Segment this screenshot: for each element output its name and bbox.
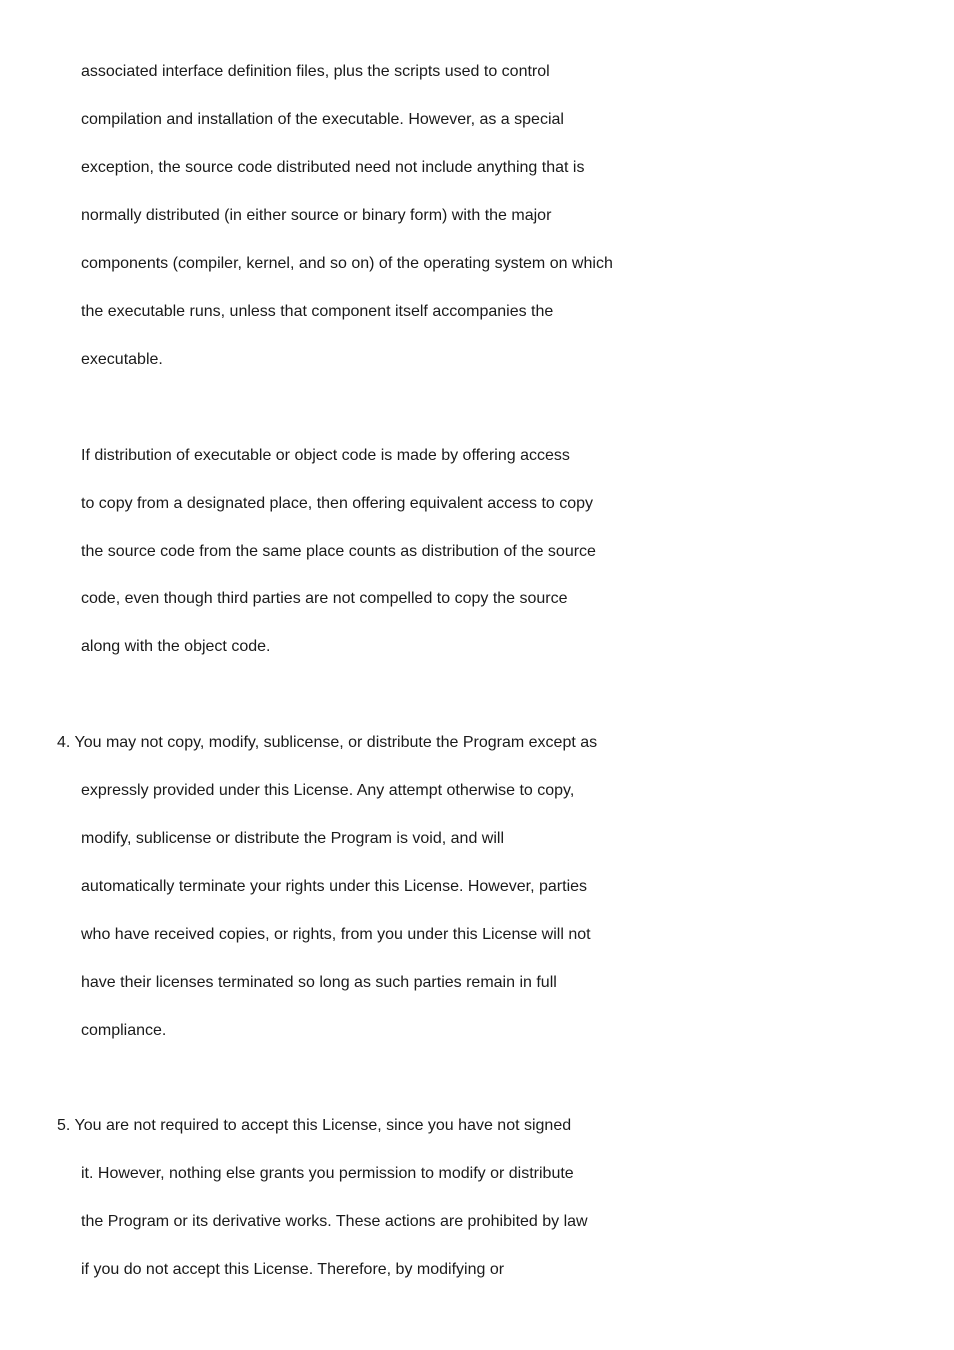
text-line: modify, sublicense or distribute the Program is void, and will [81,830,504,847]
text-line: the source code from the same place counts as distribution of the source [81,543,596,560]
text-line: to copy from a designated place, then offering equivalent access to copy [81,495,594,512]
section-heading-line: 4. You may not copy, modify, sublicense, or distribute the Program except as [57,734,598,751]
section-heading-line: 5. You are not required to accept this License, since you have not signed [57,1117,572,1134]
text-line: the executable runs, unless that component itself accompanies the [81,303,554,320]
text-line: If distribution of executable or object code is made by offering access [81,447,570,464]
text-line: associated interface definition files, plus the scripts used to control [81,63,550,80]
text-line: code, even though third parties are not compelled to copy the source [81,590,568,607]
text-line: executable. [81,351,163,368]
text-line: it. However, nothing else grants you permission to modify or distribute [81,1165,574,1182]
text-line: expressly provided under this License. Any attempt otherwise to copy, [81,782,575,799]
text-line: if you do not accept this License. Therefore, by modifying or [81,1261,505,1278]
text-line: exception, the source code distributed need not include anything that is [81,159,585,176]
text-line: who have received copies, or rights, from you under this License will not [81,926,591,943]
text-line: automatically terminate your rights under this License. However, parties [81,878,588,895]
text-line: components (compiler, kernel, and so on) of the operating system on which [81,255,613,272]
text-line: compilation and installation of the executable. However, as a special [81,111,564,128]
text-line: along with the object code. [81,638,271,655]
text-line: compliance. [81,1022,167,1039]
text-line: have their licenses terminated so long as such parties remain in full [81,974,557,991]
text-line: normally distributed (in either source or binary form) with the major [81,207,552,224]
text-line: the Program or its derivative works. These actions are prohibited by law [81,1213,588,1230]
